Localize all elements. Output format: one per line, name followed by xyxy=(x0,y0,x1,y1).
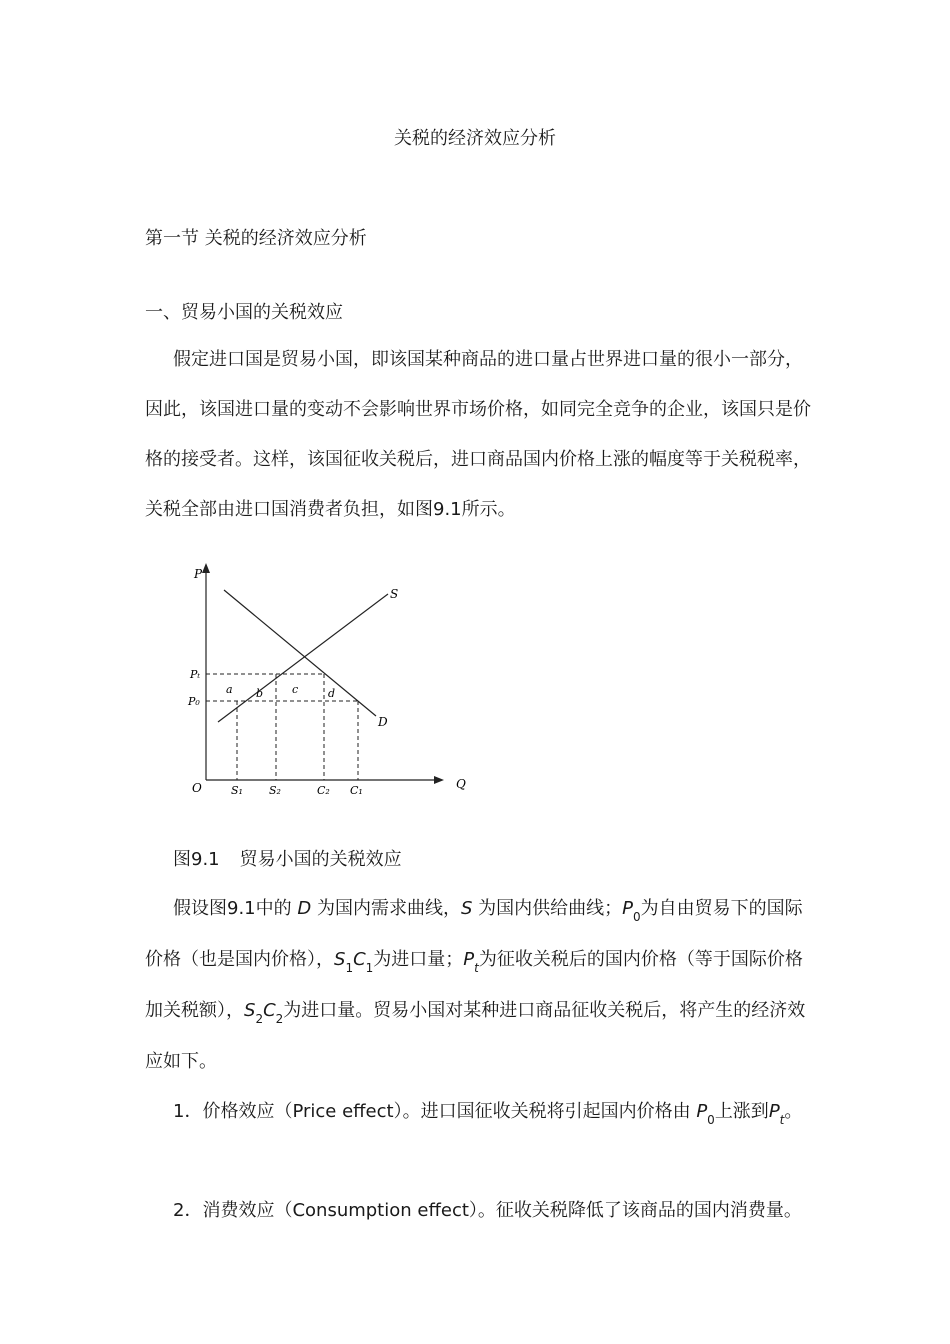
c1-label: C₁ xyxy=(350,784,363,797)
supply-label: S xyxy=(390,587,399,601)
subscript: 0 xyxy=(707,1113,715,1127)
c2-label: C₂ xyxy=(317,784,330,797)
paragraph-price-effect xyxy=(145,1087,813,1138)
text-run: 1．价格效应（Price effect）。进口国征收关税将引起国内价格由 xyxy=(173,1101,697,1122)
figure-caption-text: 贸易小国的关税效应 xyxy=(239,849,402,870)
section-heading: 第一节 关税的经济效应分析 xyxy=(145,228,367,249)
text-run: 为进口量； xyxy=(373,949,464,970)
subscript: t xyxy=(474,961,479,975)
figure-caption xyxy=(173,845,402,871)
subscript: 2 xyxy=(275,1012,284,1026)
var-c: C xyxy=(263,1000,276,1021)
paragraph-small-country-assumption: 假定进口国是贸易小国，即该国某种商品的进口量占世界进口量的很小一部分，因此，该国进口量的变动不会影响世界市场价格，如同完全竞争的企业，该国只是价格的接受者。这样，该国征收关税后，进口商品国内价格上涨的幅度等于关税税率，关税全部由进口国消费者负担，如图9.1所示。 xyxy=(145,349,811,520)
var-c: C xyxy=(353,949,366,970)
area-d-label: d xyxy=(328,687,336,700)
text-run: 为征收关税后的国内价格（等于国际价格加关税额）， xyxy=(145,949,803,1021)
var-s: S xyxy=(334,949,346,970)
p-axis-arrow xyxy=(202,563,210,573)
text-run: 。 xyxy=(784,1101,803,1122)
q-axis-label: Q xyxy=(456,777,466,791)
document-title: 关税的经济效应分析 xyxy=(394,128,556,149)
subscript: t xyxy=(779,1113,785,1127)
area-b-label: b xyxy=(256,687,264,700)
text-run: 为自由贸易下的国际价格（也是国内价格）， xyxy=(145,898,803,970)
var-p: P xyxy=(696,1101,708,1122)
origin-label: O xyxy=(192,781,202,795)
area-a-label: a xyxy=(226,683,233,696)
paragraph-figure-explanation xyxy=(145,884,813,1087)
pt-label: Pₜ xyxy=(190,668,201,681)
supply-curve xyxy=(218,594,388,722)
text-run: 上涨到 xyxy=(714,1101,769,1122)
text-run: 假设图9.1中的 xyxy=(173,898,298,919)
subsection-heading: 一、贸易小国的关税效应 xyxy=(145,302,343,323)
var-p: P xyxy=(463,949,475,970)
var-p: P xyxy=(768,1101,780,1122)
demand-label: D xyxy=(378,715,388,729)
var-p: P xyxy=(622,898,633,919)
q-axis-arrow xyxy=(434,776,444,784)
p0-label: P₀ xyxy=(188,695,200,708)
text-run: 为国内需求曲线， xyxy=(311,898,461,919)
p-axis-label: P xyxy=(194,567,203,581)
subscript: 0 xyxy=(633,910,641,924)
demand-curve xyxy=(224,590,376,716)
var-s: S xyxy=(460,898,473,919)
s1-label: S₁ xyxy=(231,784,243,797)
figure-number: 图9.1 xyxy=(173,849,220,870)
area-c-label: c xyxy=(292,683,299,696)
text-run: 为国内供给曲线； xyxy=(472,898,623,919)
supply-demand-diagram xyxy=(170,560,480,800)
figure-9-1-diagram xyxy=(170,560,480,804)
subscript: 1 xyxy=(365,961,374,975)
s2-label: S₂ xyxy=(269,784,281,797)
var-s: S xyxy=(244,1000,256,1021)
text-run: 为进口量。贸易小国对某种进口商品征收关税后，将产生的经济效应如下。 xyxy=(145,1000,806,1072)
subscript: 1 xyxy=(345,961,354,975)
subscript: 2 xyxy=(255,1012,264,1026)
paragraph-consumption-effect: 2．消费效应（Consumption effect）。征收关税降低了该商品的国内消费量。 xyxy=(173,1200,802,1221)
var-d: D xyxy=(297,898,312,919)
